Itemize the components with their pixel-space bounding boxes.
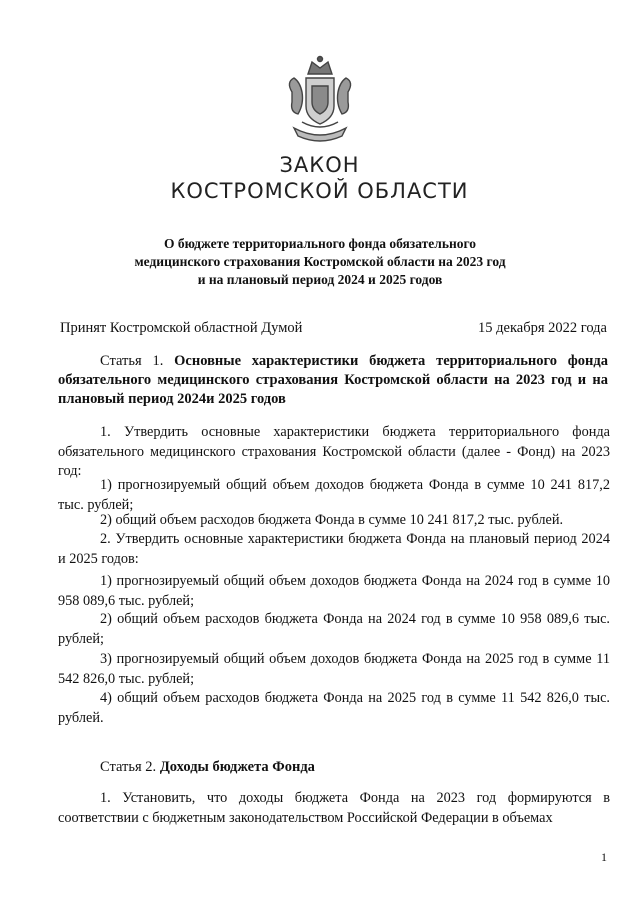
region-name: КОСТРОМСКОЙ ОБЛАСТИ	[170, 179, 469, 203]
article-1-item-1-1: 1) прогнозируемый общий объем доходов бюджета Фонда в сумме 10 241 817,2 тыс. рублей;	[58, 477, 610, 513]
article-1-heading	[58, 352, 608, 409]
article-1-label: Статья 1.	[100, 353, 164, 369]
article-2-paragraph-1: 1. Установить, что доходы бюджета Фонда на 2023 год формируются в соответствии с бюджетным законодательством Российской Федерации в объемах	[58, 790, 610, 826]
page-number: 1	[601, 850, 607, 864]
document-title	[60, 235, 580, 289]
title-line-2: медицинского страхования Костромской области на 2023 год	[134, 254, 506, 269]
title-line-1: О бюджете территориального фонда обязательного	[163, 236, 477, 251]
law-word: ЗАКОН	[279, 153, 360, 177]
coat-of-arms-icon	[272, 52, 368, 148]
article-1-item-2-2: 2) общий объем расходов бюджета Фонда на 2024 год в сумме 10 958 089,6 тыс. рублей;	[58, 611, 610, 647]
article-1-title: Основные характеристики бюджета территориального фонда обязательного медицинского страхования Костромской области на 2023 год и на плановый период 2024и 2025 годов	[58, 353, 608, 407]
article-1-item-2-3: 3) прогнозируемый общий объем доходов бюджета Фонда на 2025 год в сумме 11 542 826,0 тыс. рублей;	[58, 651, 610, 687]
article-1-paragraph-2: 2. Утвердить основные характеристики бюджета Фонда на плановый период 2024 и 2025 годов:	[58, 531, 610, 567]
article-1-paragraph-1: 1. Утвердить основные характеристики бюджета территориального фонда обязательного медицинского страхования Костромской области (далее - Фонд) на 2023 год:	[58, 424, 610, 479]
article-2-title: Доходы бюджета Фонда	[159, 759, 315, 775]
article-1-item-2-4: 4) общий объем расходов бюджета Фонда на 2025 год в сумме 11 542 826,0 тыс. рублей.	[58, 690, 610, 726]
article-1-item-1-2: 2) общий объем расходов бюджета Фонда в сумме 10 241 817,2 тыс. рублей.	[100, 512, 564, 528]
title-line-3: и на плановый период 2024 и 2025 годов	[197, 272, 443, 287]
adopted-by: Принят Костромской областной Думой	[60, 320, 303, 336]
adopted-date: 15 декабря 2022 года	[478, 320, 607, 336]
article-2-heading	[58, 758, 608, 777]
article-2-label: Статья 2.	[100, 759, 157, 775]
article-1-item-2-1: 1) прогнозируемый общий объем доходов бюджета Фонда на 2024 год в сумме 10 958 089,6 тыс. рублей;	[58, 573, 610, 609]
